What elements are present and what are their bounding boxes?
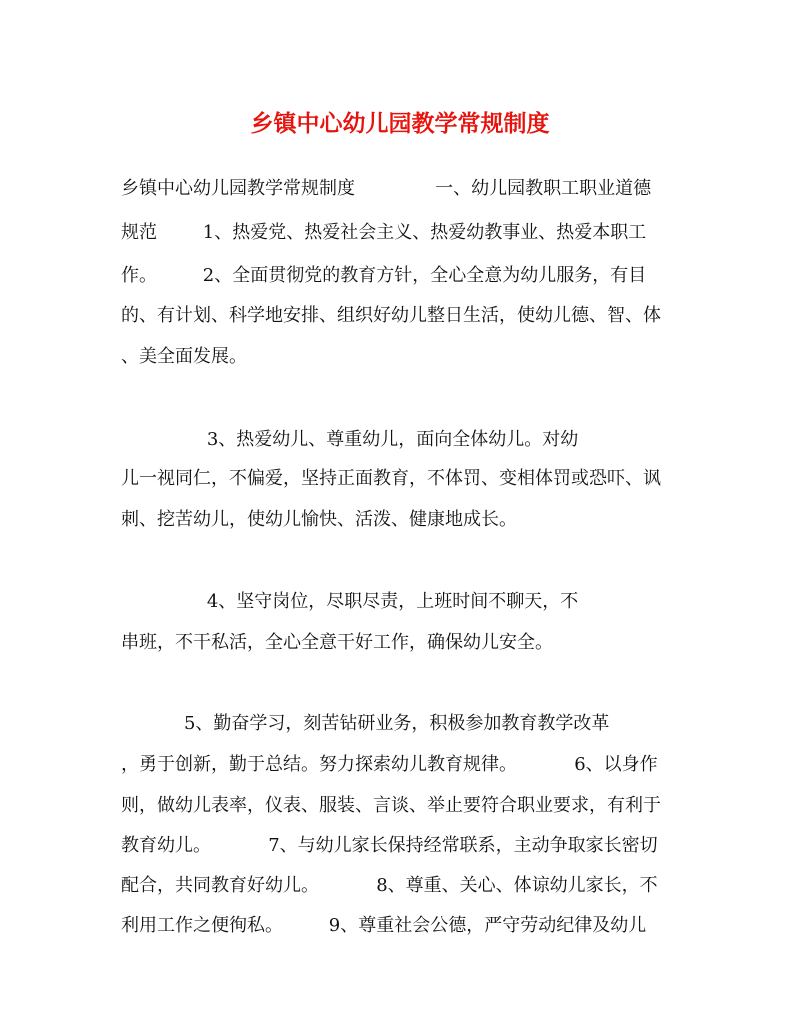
text-line: 刺、挖苦幼儿，使幼儿愉快、活泼、健康地成长。 <box>121 509 517 530</box>
text-line: 、美全面发展。 <box>121 346 247 367</box>
text-line: 作。 2、全面贯彻党的教育方针，全心全意为幼儿服务，有目 <box>121 265 647 286</box>
text-line: 的、有计划、科学地安排、组织好幼儿整日生活，使幼儿德、智、体 <box>121 305 661 326</box>
text-line: 串班，不干私活，全心全意干好工作，确保幼儿安全。 <box>121 632 553 653</box>
text-line: 规范 1、热爱党、热爱社会主义、热爱幼教事业、热爱本职工 <box>121 222 647 243</box>
text-line: 3、热爱幼儿、尊重幼儿，面向全体幼儿。对幼 <box>121 429 579 450</box>
page-title: 乡镇中心幼儿园教学常规制度 <box>250 111 550 137</box>
text-line: 5、勤奋学习，刻苦钻研业务，积极参加教育教学改革 <box>121 713 610 734</box>
text-line: 教育幼儿。 7、与幼儿家长保持经常联系，主动争取家长密切 <box>121 835 658 856</box>
text-line: 4、坚守岗位，尽职尽责，上班时间不聊天，不 <box>121 591 579 612</box>
text-line: 配合，共同教育好幼儿。 8、尊重、关心、体谅幼儿家长，不 <box>121 875 658 896</box>
text-line: 儿一视同仁，不偏爱，坚持正面教育，不体罚、变相体罚或恐吓、讽 <box>121 468 661 489</box>
text-line: ，勇于创新，勤于总结。努力探索幼儿教育规律。 6、以身作 <box>121 754 658 775</box>
text-line: 则，做幼儿表率，仪表、服装、言谈、举止要符合职业要求，有利于 <box>121 795 661 816</box>
text-line: 乡镇中心幼儿园教学常规制度 一、幼儿园教职工职业道德 <box>121 178 652 199</box>
text-line: 利用工作之便徇私。 9、尊重社会公德，严守劳动纪律及幼儿 <box>121 915 647 936</box>
